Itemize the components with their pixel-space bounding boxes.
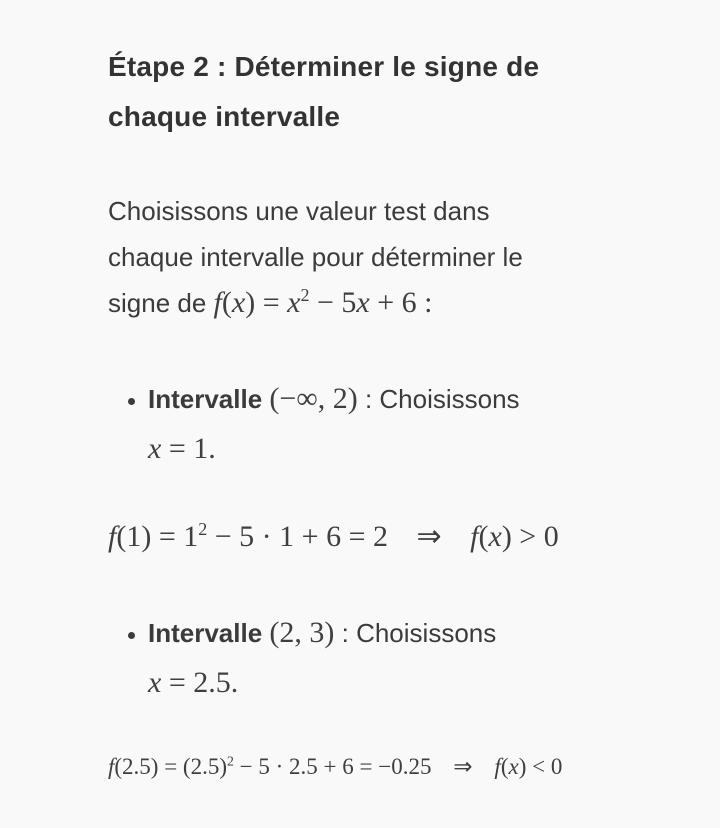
function-definition-math: $f(x) = x^2 - 5x + 6$ :	[213, 285, 433, 319]
formula-evaluation-2: $f(2.5) = (2.5)^2 - 5 \cdot 2.5 + 6 = -0.25$ ⇒ f(x) < 0	[108, 752, 563, 779]
intro-line1: Choisissons une valeur test dans	[108, 196, 490, 226]
interval-2-after-text: : Choisissons	[341, 617, 497, 648]
step-heading-line2: chaque intervalle	[108, 101, 341, 132]
interval-1-after-text: : Choisissons	[364, 384, 520, 414]
interval-1-math: (−∞, 2)	[269, 382, 358, 415]
step-heading	[108, 42, 668, 142]
intro-paragraph	[108, 188, 668, 326]
interval-2-math: (2, 3)	[269, 615, 335, 649]
test-value-1-math: x = 1.	[148, 432, 216, 465]
intro-line3	[108, 280, 668, 326]
test-value-2-math: x = 2.5.	[148, 665, 239, 699]
bullet-list-interval-1	[108, 374, 668, 473]
interval-label: Intervalle	[148, 384, 263, 414]
intro-line3-text: signe de	[108, 288, 207, 318]
formula-evaluation-1: $f(1) = 1^2 - 5 \cdot 1 + 6 = 2$ ⇒ f(x) > 0	[108, 519, 559, 553]
list-item-interval-1	[148, 374, 668, 473]
intro-line2: chaque intervalle pour déterminer le	[108, 242, 523, 272]
list-item-interval-2	[148, 608, 668, 707]
interval-label: Intervalle	[148, 617, 263, 648]
bullet-list-interval-2	[108, 608, 668, 707]
step-heading-line1: Étape 2 : Déterminer le signe de	[108, 51, 540, 82]
